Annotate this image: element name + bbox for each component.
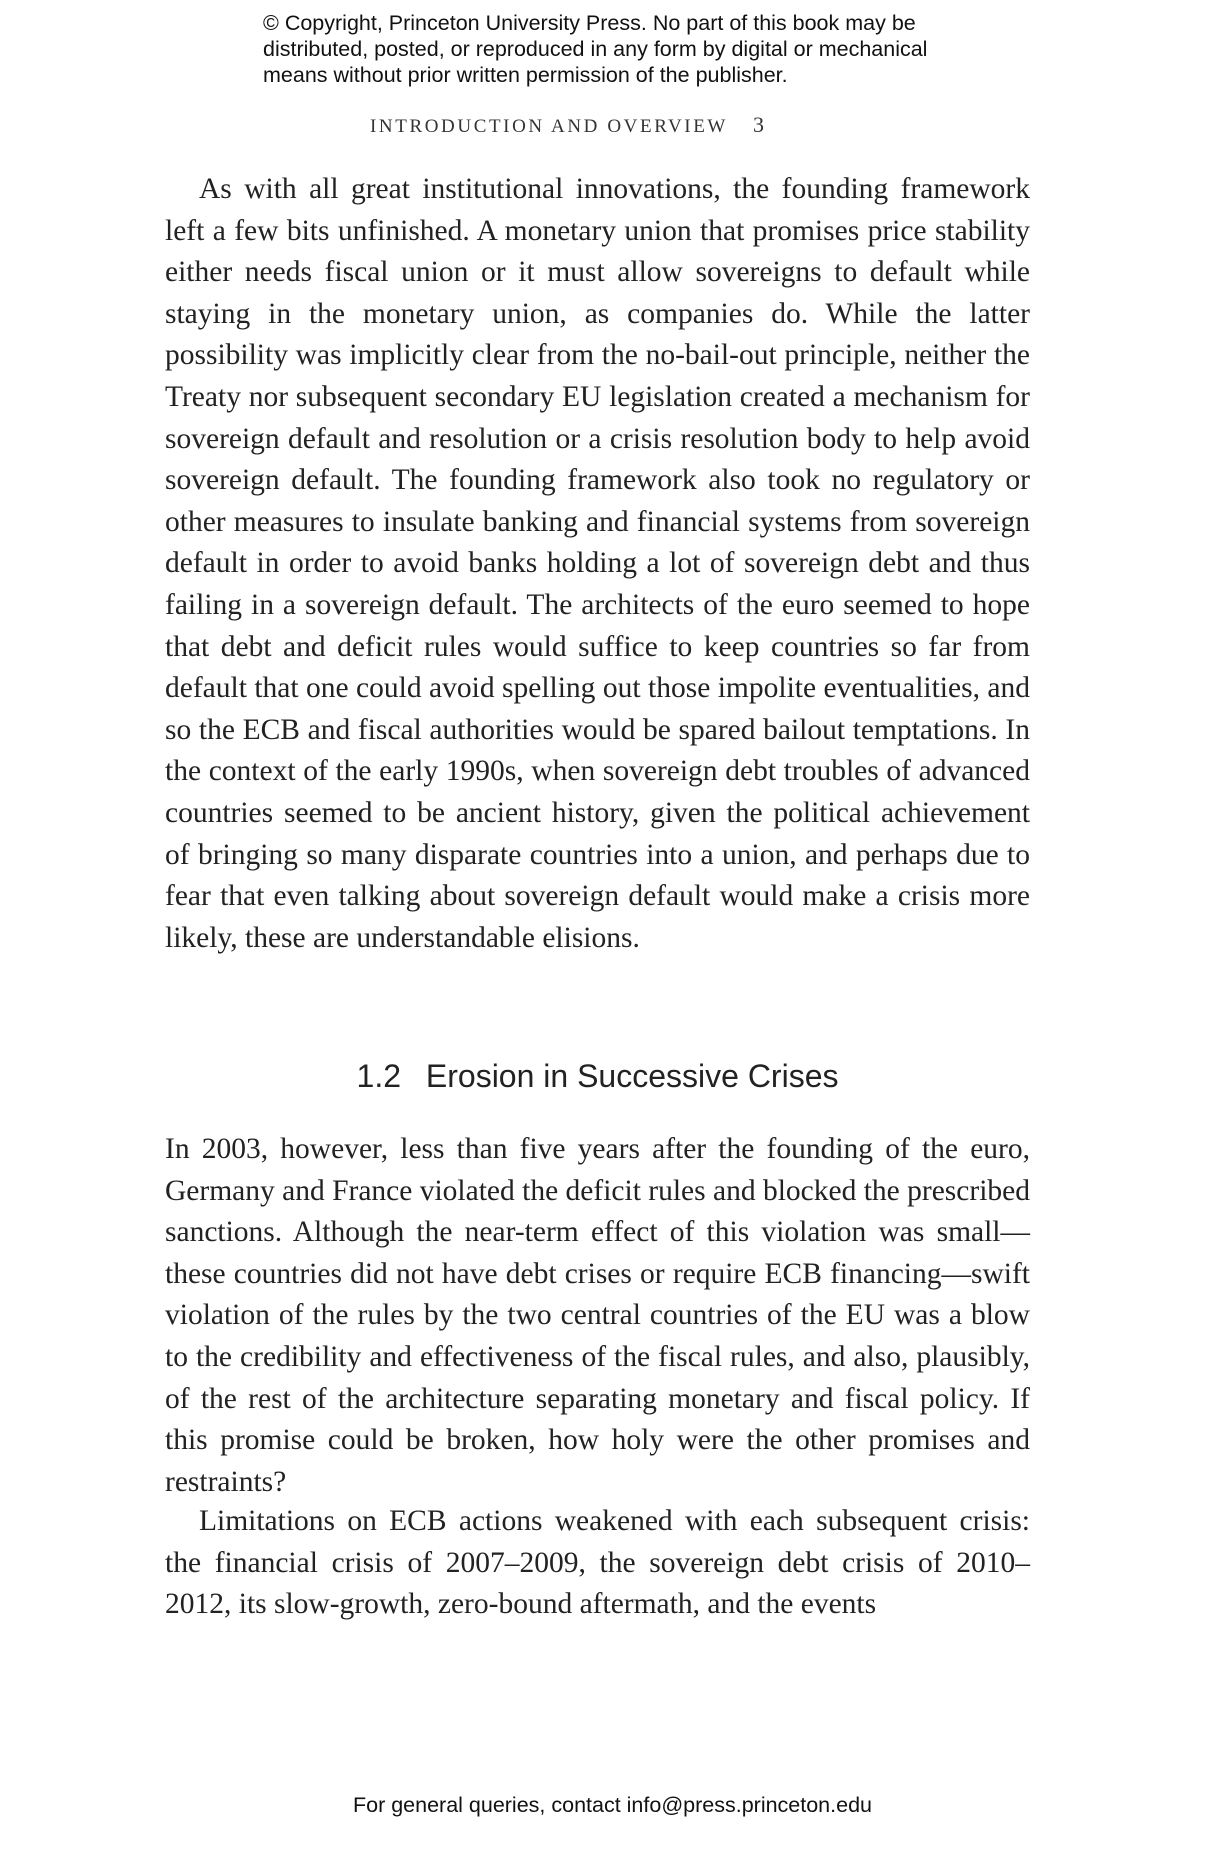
running-head-title: INTRODUCTION AND OVERVIEW [370,116,728,137]
section-heading [165,1058,1030,1095]
running-head [370,112,850,138]
paragraph-founding-framework: As with all great institutional innovations, the founding framework left a few bits unfinished. A monetary union that promises price stability either needs fiscal union or it must allow sovereigns to default while staying in the monetary union, as companies do. While the latter possibility was implicitly clear from the no-bail-out principle, neither the Treaty nor subsequent secondary EU legislation created a mechanism for sovereign default and resolution or a crisis resolution body to help avoid sovereign default. The founding framework also took no regulatory or other measures to insulate banking and financial systems from sovereign default in order to avoid banks holding a lot of sovereign debt and thus failing in a sovereign default. The architects of the euro seemed to hope that debt and deficit rules would suffice to keep countries so far from default that one could avoid spelling out those impolite eventualities, and so the ECB and fiscal authorities would be spared bailout temptations. In the context of the early 1990s, when sovereign debt troubles of advanced countries seemed to be ancient history, given the political achievement of bringing so many disparate countries into a union, and perhaps due to fear that even talking about sovereign default would make a crisis more likely, these are understandable elisions. [165,173,1030,954]
section-number: 1.2 [356,1058,401,1094]
copyright-notice [263,10,983,88]
section-title: Erosion in Successive Crises [425,1058,839,1094]
page-number: 3 [752,112,764,137]
copyright-line-2: distributed, posted, or reproduced in any form by digital or mechanical [263,37,928,61]
paragraph-erosion-2003: In 2003, however, less than five years after the founding of the euro, Germany and France violated the deficit rules and blocked the prescribed sanctions. Although the near-term effect of this violation was small—these countries did not have debt crises or require ECB financing—swift violation of the rules by the two central countries of the EU was a blow to the credibility and effectiveness of the fiscal rules, and also, plausibly, of the rest of the architecture separating monetary and fiscal policy. If this promise could be broken, how holy were the other promises and restraints? [165,1133,1030,1498]
paragraph-ecb-limitations: Limitations on ECB actions weakened with each subsequent crisis: the financial crisis of 2007–2009, the sovereign debt crisis of 2010–2012, its slow-growth, zero-bound aftermath, and the events [165,1505,1030,1621]
footer-contact: For general queries, contact info@press.princeton.edu [352,1793,872,1817]
copyright-line-1: © Copyright, Princeton University Press. No part of this book may be [263,11,916,35]
copyright-line-3: means without prior written permission of the publisher. [263,63,788,87]
